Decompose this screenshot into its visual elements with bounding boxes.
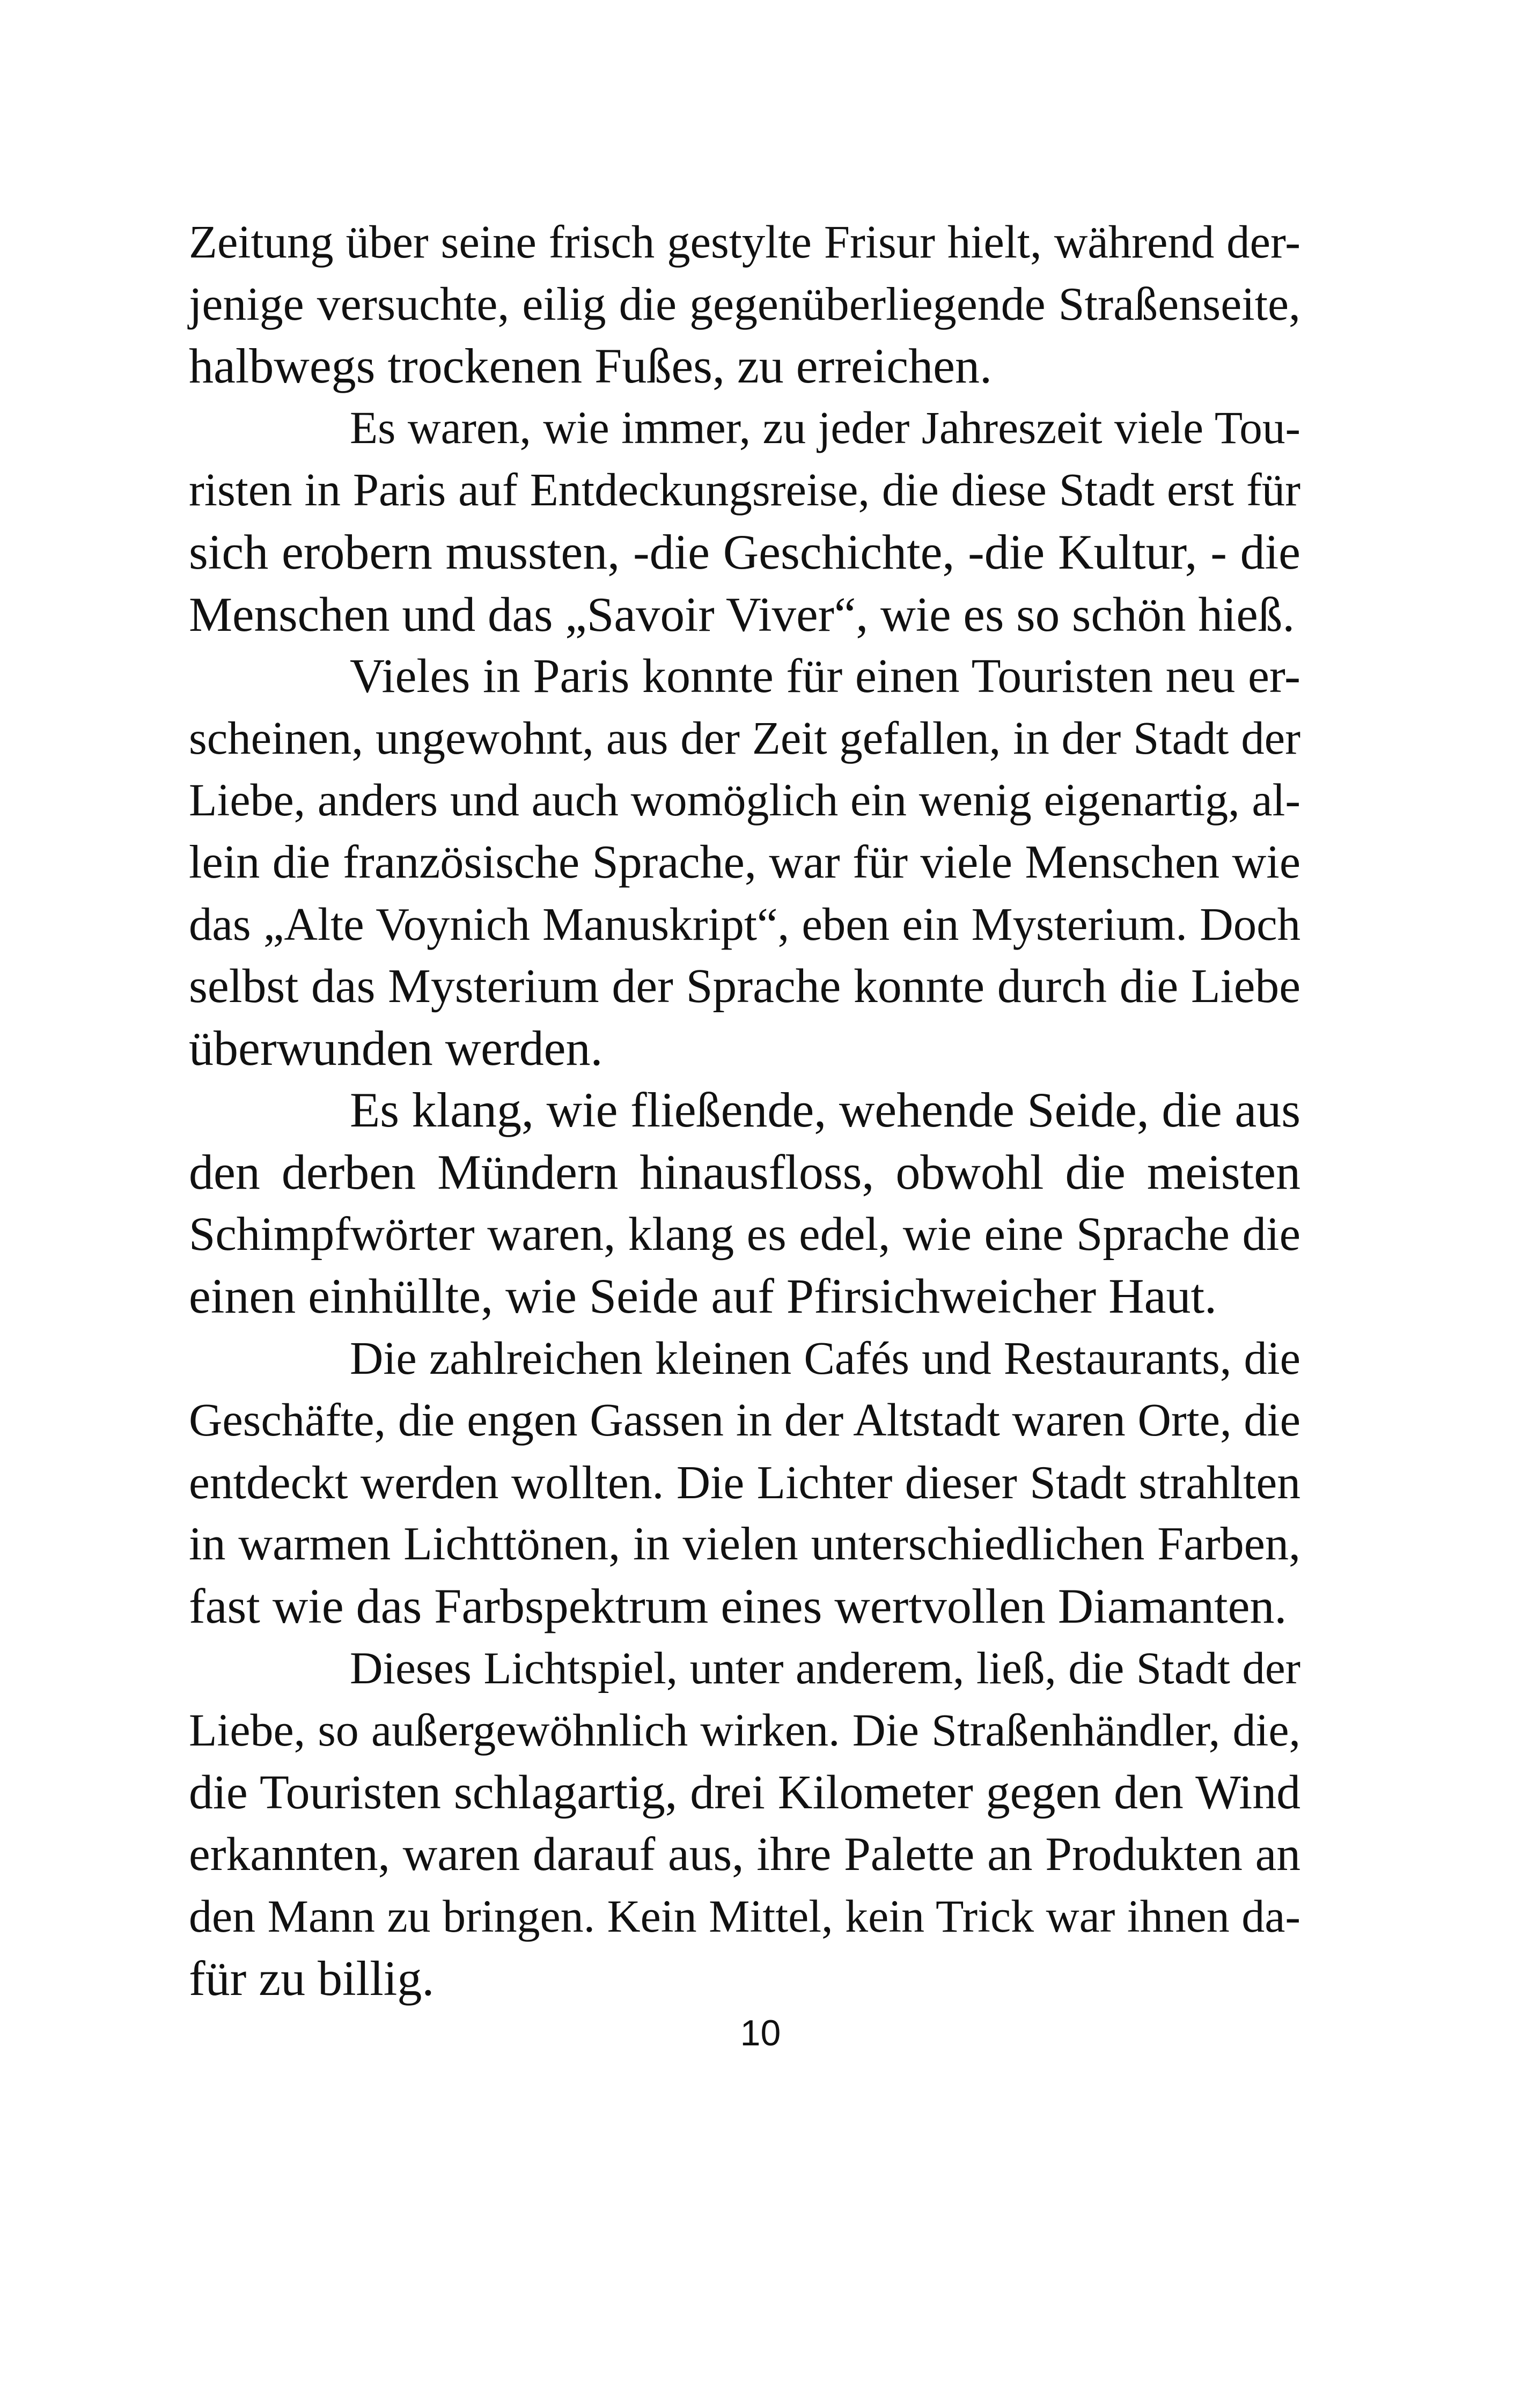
paragraph bbox=[189, 645, 1300, 1079]
text-line: in warmen Lichttönen, in vielen unterschiedlichen Farben, bbox=[189, 1518, 1300, 1571]
paragraph bbox=[189, 1328, 1300, 1638]
text-line: Schimpfwörter waren, klang es edel, wie eine Sprache die bbox=[189, 1207, 1300, 1261]
text-line: scheinen, ungewohnt, aus der Zeit gefallen, in der Stadt der bbox=[189, 712, 1300, 764]
text-line: selbst das Mysterium der Sprache konnte durch die Liebe bbox=[189, 960, 1300, 1013]
text-line: den Mann zu bringen. Kein Mittel, kein Trick war ihnen da- bbox=[189, 1890, 1300, 1942]
paragraph bbox=[189, 1079, 1300, 1327]
paragraph bbox=[189, 397, 1300, 645]
text-line: fast wie das Farbspektrum eines wertvollen Diamanten. bbox=[189, 1579, 1287, 1634]
text-line: Menschen und das „Savoir Viver“, wie es so schön hieß. bbox=[189, 587, 1295, 642]
page-number: 10 bbox=[740, 2013, 781, 2053]
text-line: erkannten, waren darauf aus, ihre Palette an Produkten an bbox=[189, 1828, 1300, 1881]
text-line: überwunden werden. bbox=[189, 1020, 603, 1076]
text-line: Dieses Lichtspiel, unter anderem, ließ, die Stadt der bbox=[350, 1643, 1300, 1693]
text-line: die Touristen schlagartig, drei Kilometer gegen den Wind bbox=[189, 1765, 1300, 1819]
text-line: einen einhüllte, wie Seide auf Pfirsichweicher Haut. bbox=[189, 1269, 1217, 1324]
text-line: das „Alte Voynich Manuskript“, eben ein Mysterium. Doch bbox=[189, 898, 1300, 950]
text-line: Vieles in Paris konnte für einen Touristen neu er- bbox=[350, 650, 1300, 703]
text-line: Liebe, anders und auch womöglich ein wenig eigenartig, al- bbox=[189, 774, 1300, 826]
text-line: Liebe, so außergewöhnlich wirken. Die Straßenhändler, die, bbox=[189, 1704, 1300, 1756]
text-line: halbwegs trockenen Fußes, zu erreichen. bbox=[189, 338, 992, 394]
text-line: Es klang, wie fließende, wehende Seide, die aus bbox=[350, 1083, 1300, 1138]
paragraph bbox=[189, 211, 1300, 397]
text-line: Es waren, wie immer, zu jeder Jahreszeit viele Tou- bbox=[350, 402, 1300, 453]
text-line: den derben Mündern hinausfloss, obwohl die meisten bbox=[189, 1144, 1300, 1199]
text-line: entdeckt werden wollten. Die Lichter dieser Stadt strahlten bbox=[189, 1456, 1300, 1508]
paragraph bbox=[189, 1638, 1300, 2010]
text-line: Die zahlreichen kleinen Cafés und Restaurants, die bbox=[350, 1332, 1300, 1384]
body-text bbox=[189, 211, 1300, 2009]
text-line: Geschäfte, die engen Gassen in der Altstadt waren Orte, die bbox=[189, 1394, 1300, 1446]
text-line: jenige versuchte, eilig die gegenüberliegende Straßenseite, bbox=[189, 278, 1300, 330]
text-line: lein die französische Sprache, war für viele Menschen wie bbox=[189, 835, 1300, 888]
text-line: für zu billig. bbox=[189, 1950, 435, 2006]
text-line: Zeitung über seine frisch gestylte Frisur hielt, während der- bbox=[189, 216, 1300, 268]
text-line: risten in Paris auf Entdeckungsreise, die diese Stadt erst für bbox=[189, 464, 1300, 516]
text-line: sich erobern mussten, -die Geschichte, -die Kultur, - die bbox=[189, 524, 1300, 579]
